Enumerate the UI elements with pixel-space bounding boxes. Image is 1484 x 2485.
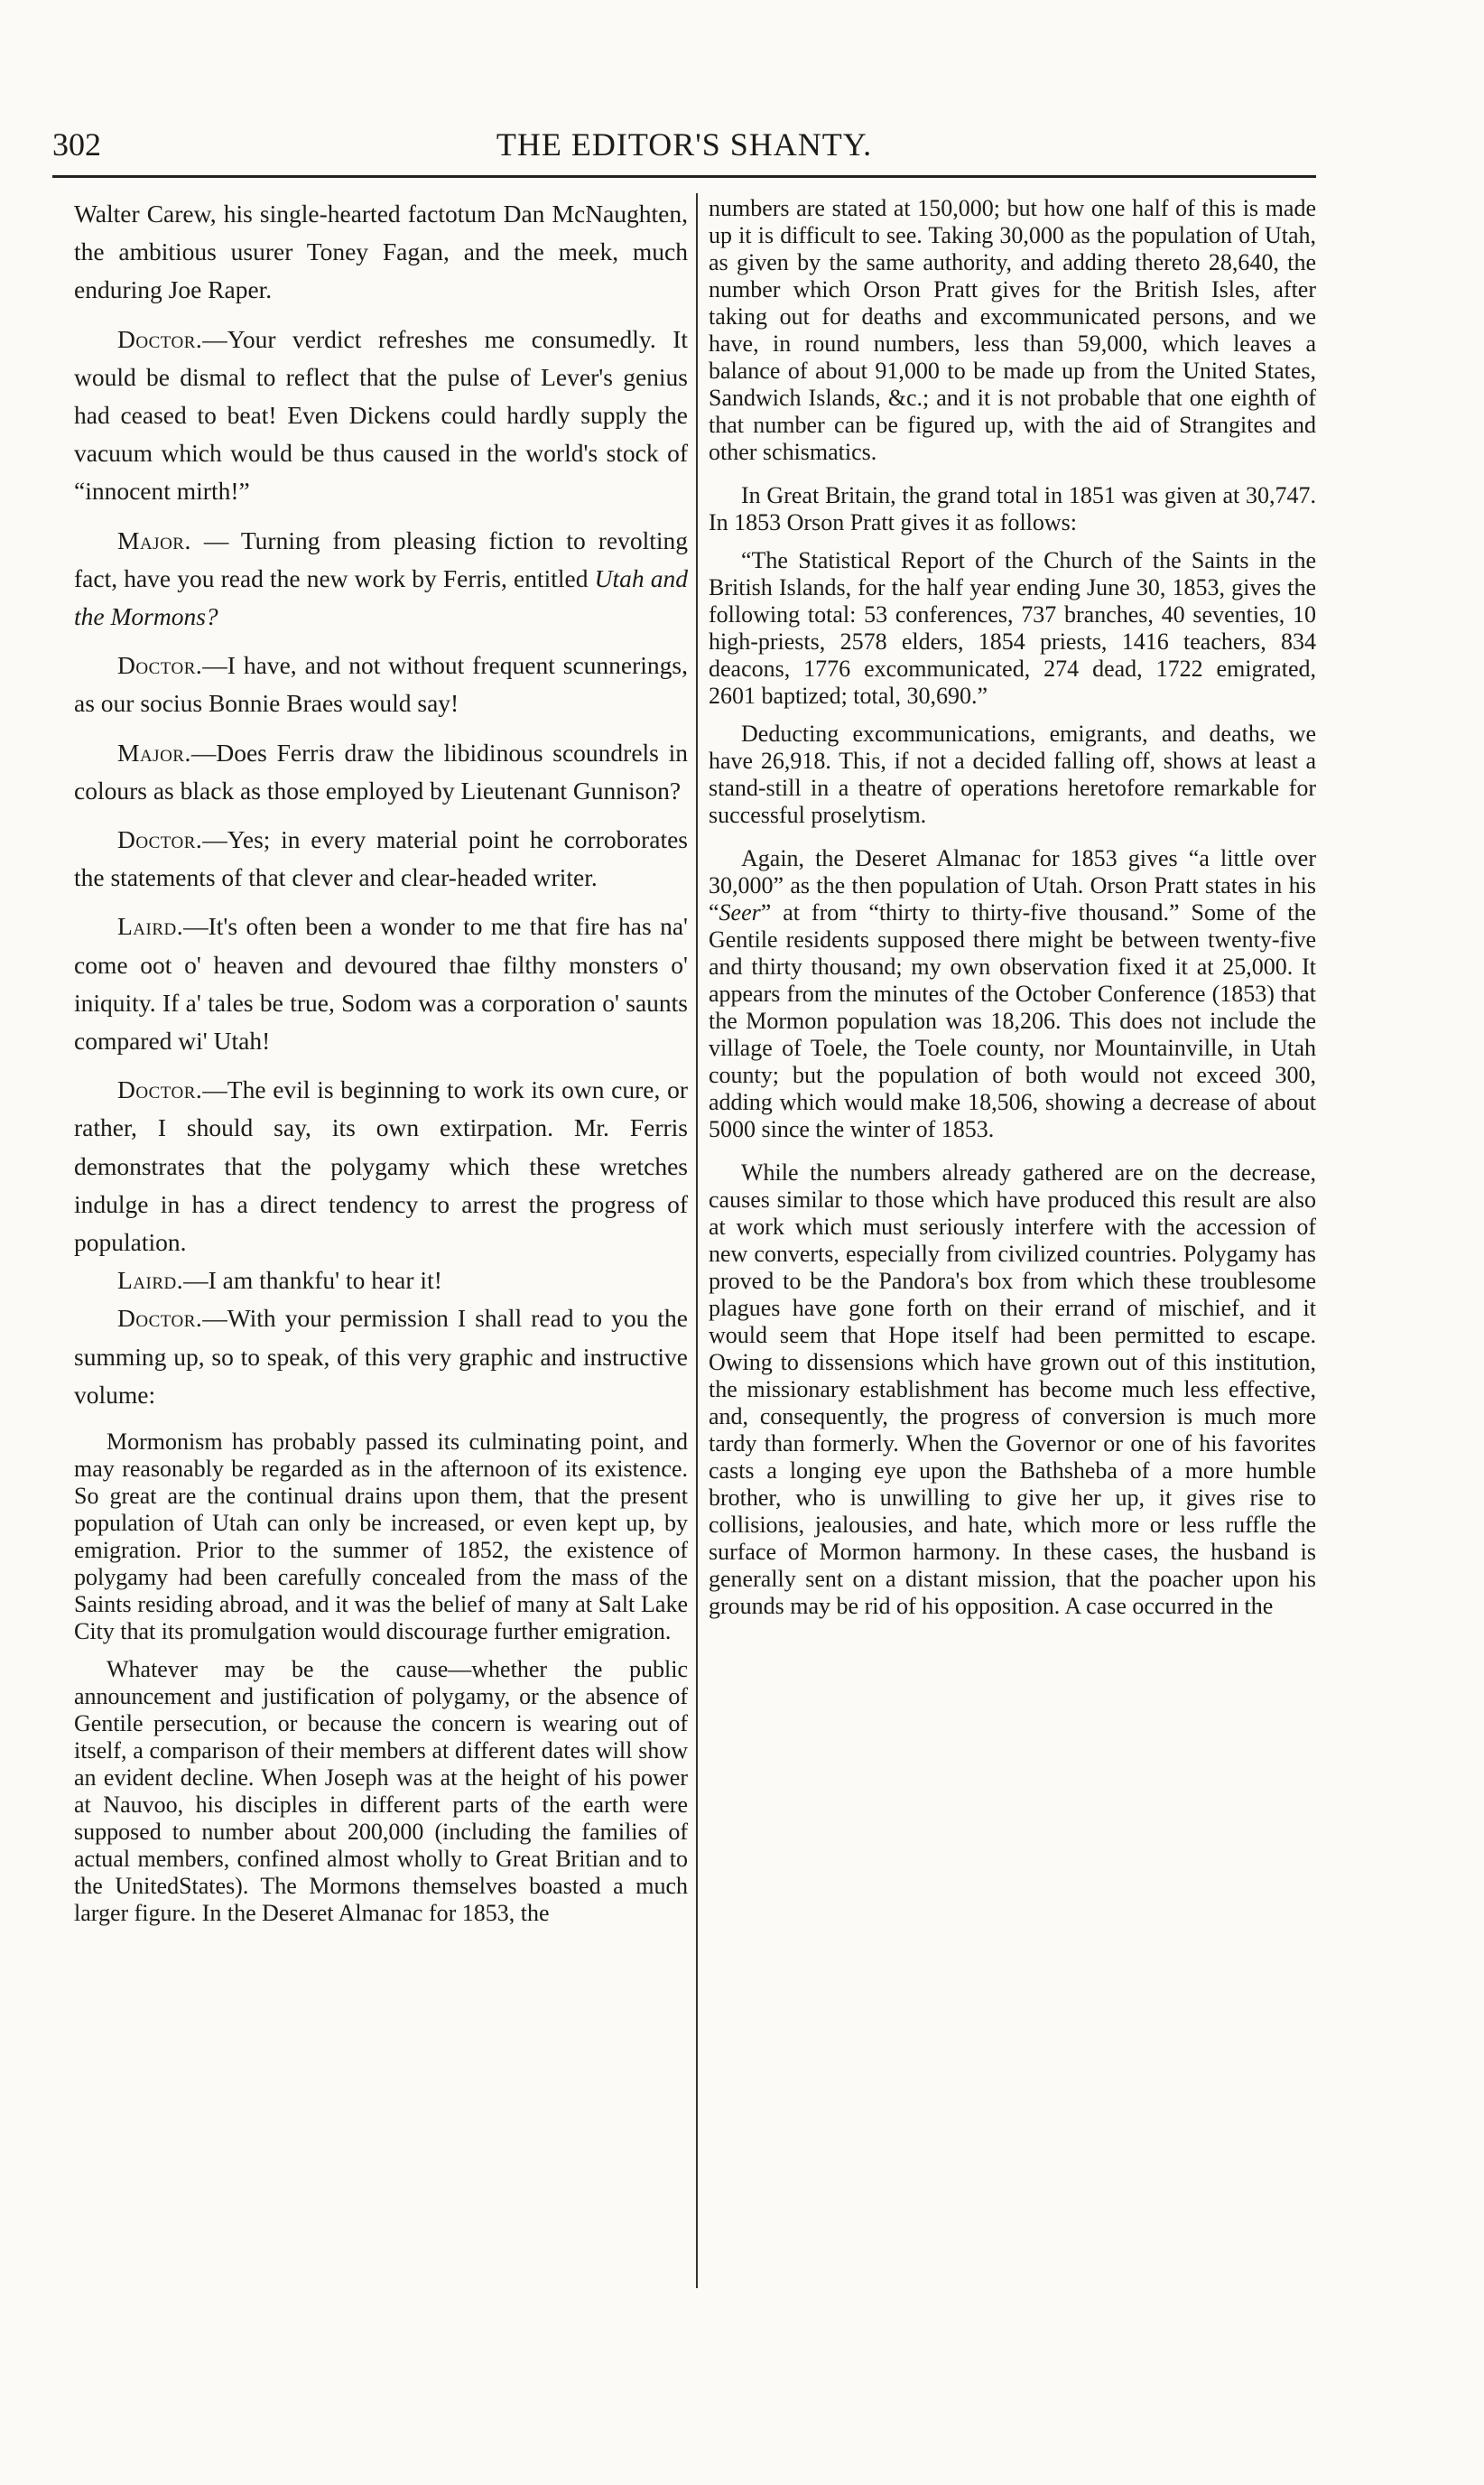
dialogue-text: —I am thankfu' to hear it! [183,1266,442,1295]
speaker-name: Doctor. [117,1075,203,1104]
extract-paragraph: While the numbers already gathered are on the decrease, causes similar to those which have produced this result are also at work which must seriously interfere with the accession of new converts, especially from civilized countries. Polygamy has proved to be the Pandora's box from which these troublesome plagues have gone forth on their errand of mischief, and it would seem that Hope itself had been permitted to escape. Owing to dissensions which have grown out of this institution, the missionary establishment has become much less effective, and, consequently, the progress of conversion is much more tardy than formerly. When the Governor or one of his favorites casts a longing eye upon the Bathsheba of a more humble brother, who is unwilling to give her up, it gives rise to collisions, jealousies, and hate, which more or less ruffle the surface of Mormon harmony. In these cases, the husband is generally sent on a distant mission, that the poacher upon his grounds may be rid of his opposition. A case occurred in the [709,1159,1316,1619]
paragraph-text: ” at from “thirty to thirty-five thousand.” Some of the Gentile residents supposed there might be between twenty-five and thirty thousand; my own observation fixed it at 25,000. It appears from the minutes of the October Conference (1853) that the Mormon population was 18,206. This does not include the village of Toele, the Toele county, nor Mountainville, in Utah county; but the population of both would not exceed 300, adding which would make 18,506, showing a decrease of about 5000 since the winter of 1853. [709,899,1316,1142]
dialogue-paragraph [74,1299,688,1414]
speaker-name: Doctor. [117,825,203,854]
speaker-name: Major. [117,526,191,554]
speaker-name: Laird. [117,912,184,941]
dialogue-text: —The evil is beginning to work its own cure, or rather, I should say, its own extirpation. Mr. Ferris demonstrates that the polygamy which these wretches indulge in has a direct tendency to arrest the progress of population. [74,1075,688,1257]
quoted-extract [74,1429,688,1927]
dialogue-paragraph [74,821,688,897]
dialogue-paragraph [74,522,688,637]
dialogue-paragraph [74,647,688,722]
paragraph-text: Again, the Deseret Almanac for 1853 gives “a little over 30,000” as the then population of Utah. Orson Pratt states in his “ [709,845,1316,926]
speaker-name: Doctor. [117,651,203,680]
speaker-name: Major. [117,738,191,767]
dialogue-paragraph [74,734,688,810]
speaker-name: Doctor. [117,1304,203,1333]
dialogue-paragraph [74,1071,688,1261]
extract-paragraph: Mormonism has probably passed its culminating point, and may reasonably be regarded as in the afternoon of its existence. So great are the continual drains upon them, that the present population of Utah can only be increased, or even kept up, by emigration. Prior to the summer of 1852, the existence of polygamy had been carefully concealed from the mass of the Saints residing abroad, and it was the belief of many at Salt Lake City that its promulgation would discourage further emigration. [74,1429,688,1645]
dialogue-paragraph [74,321,688,511]
header-rule [52,175,1316,178]
column-divider [696,193,698,2288]
page-number: 302 [52,126,101,163]
dialogue-paragraph [74,1261,688,1299]
extract-paragraph: Deducting excommunications, emigrants, and deaths, we have 26,918. This, if not a decided falling off, shows at least a stand-still in a theatre of operations heretofore remarkable for successful proselytism. [709,721,1316,828]
dialogue-text: —I have, and not without frequent scunnerings, as our socius Bonnie Braes would say! [74,651,688,718]
speaker-name: Laird. [117,1266,184,1295]
statistical-report-quote: “The Statistical Report of the Church of the Saints in the British Islands, for the half year ending June 30, 1853, gives the following total: 53 conferences, 737 branches, 40 seventies, 10 high-priests, 2578 elders, 1854 priests, 1416 teachers, 834 deacons, 1776 excommunicated, 274 dead, 1722 emigrated, 2601 baptized; total, 30,690.” [709,547,1316,709]
dialogue-text: —Your verdict refreshes me consumedly. It would be dismal to reflect that the pulse of Lever's genius had ceased to beat! Even Dickens could hardly supply the vacuum which would be thus caused in the world's stock of “innocent mirth!” [74,324,688,506]
extract-paragraph [709,845,1316,1143]
dialogue-text: —It's often been a wonder to me that fire has na' come oot o' heaven and devoured thae filthy monsters o' iniquity. If a' tales be true, Sodom was a corporation o' saunts compared wi' Utah! [74,912,688,1056]
left-column [74,195,688,1927]
dialogue-text: —Does Ferris draw the libidinous scoundrels in colours as black as those employed by Lieutenant Gunnison? [74,738,688,805]
right-column [709,195,1316,1620]
running-title: THE EDITOR'S SHANTY. [496,126,873,163]
speaker-name: Doctor. [117,324,203,353]
dialogue-text: —With your permission I shall read to you the summing up, so to speak, of this very graphic and instructive volume: [74,1304,688,1409]
page-header [52,125,1316,172]
paragraph: Walter Carew, his single-hearted factotum Dan McNaughten, the ambitious usurer Toney Fagan, and the meek, much enduring Joe Raper. [74,200,688,304]
extract-paragraph: Whatever may be the cause—whether the public announcement and justification of polygamy, or the absence of Gentile persecution, or because the concern is wearing out of itself, a comparison of their members at different dates will show an evident decline. When Joseph was at the height of his power at Nauvoo, his disciples in different parts of the earth were supposed to number about 200,000 (including the families of actual members, confined almost wholly to Great Britian and to the UnitedStates). The Mormons themselves boasted a much larger figure. In the Deseret Almanac for 1853, the [74,1656,688,1927]
dialogue-paragraph [74,907,688,1060]
dialogue-text: — Turning from pleasing fiction to revolting fact, have you read the new work by Ferris, entitled [74,526,688,592]
periodical-title: Seer [719,899,761,926]
dialogue-section [74,195,688,1414]
extract-paragraph: numbers are stated at 150,000; but how one half of this is made up it is difficult to see. Taking 30,000 as the population of Utah, as given by the same authority, and adding thereto 28,640, the number which Orson Pratt gives for the British Isles, after taking out for deaths and excommunicated persons, and we have, in round numbers, less than 59,000, which leaves a balance of about 91,000 to be made up from the United States, Sandwich Islands, &c.; and it is not probable that one eighth of that number can be figured up, with the aid of Strangites and other schismatics. [709,195,1316,465]
book-title: Utah and the Mormons? [74,563,688,631]
extract-paragraph: In Great Britain, the grand total in 1851 was given at 30,747. In 1853 Orson Pratt gives it as follows: [709,482,1316,535]
dialogue-text: —Yes; in every material point he corroborates the statements of that clever and clear-headed writer. [74,825,688,892]
